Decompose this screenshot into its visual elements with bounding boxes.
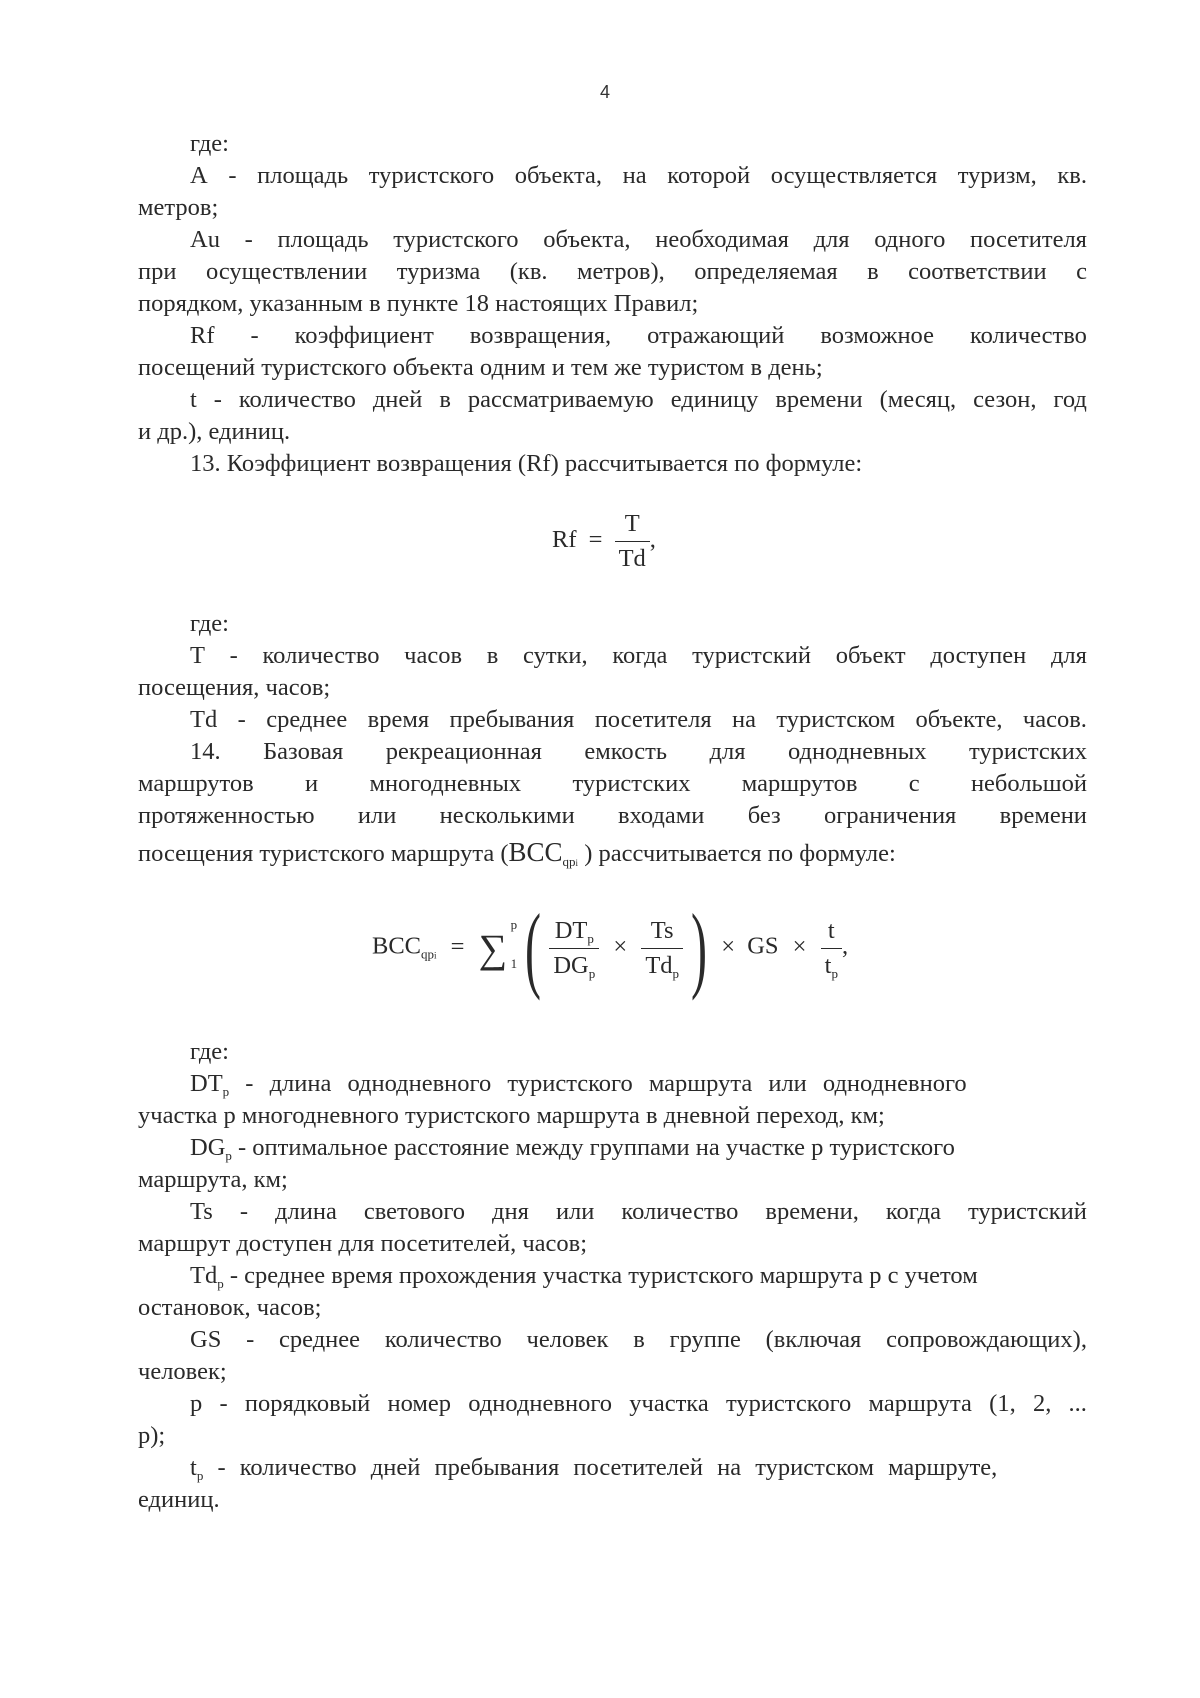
formula-bcc: $BCC_{qpi}$ = ∑ p 1 ( $\frac{DT_p}{DG_p}$ × $\frac{Ts}{Td_p}$ ) × GS × $\frac{t}{t_p}$ ,: [372, 894, 849, 1001]
def-T-line1: Т - количество часов в сутки, когда туристский объект доступен для: [190, 642, 1087, 669]
def-Td-line: Td - среднее время пребывания посетителя на туристском объекте, часов.: [190, 706, 1087, 733]
formula-rf-fraction: [615, 510, 650, 573]
page-number: 4: [599, 82, 610, 102]
definitions-block-1: [138, 128, 1087, 480]
def-tp-line2: единиц.: [138, 1486, 220, 1513]
paragraph-14-line4: посещения туристского маршрута ($BCC_{qpi}$ ) рассчитывается по формуле:: [138, 837, 896, 869]
right-paren: ): [691, 894, 708, 1001]
formula-rf-lhs: Rf: [552, 526, 577, 554]
sum-sign: ∑ p 1: [478, 916, 518, 971]
def-p-line1: p - порядковый номер однодневного участка туристского маршрута (1, 2, ...: [190, 1390, 1087, 1417]
def-p-line2: p);: [138, 1422, 166, 1449]
formula-rf-comma: ,: [649, 526, 656, 554]
formula-gs: GS: [747, 932, 779, 960]
definitions-block-2: [138, 608, 1087, 870]
def-au-line2: при осуществлении туризма (кв. метров), определяемая в соответствии с: [138, 258, 1087, 285]
fraction-dt-dg: $\frac{DT_p}{DG_p}$: [549, 917, 599, 980]
def-dtp-line2: участка p многодневного туристского маршрута в дневной переход, км;: [138, 1102, 885, 1129]
def-t-line2: и др.), единиц.: [138, 418, 291, 445]
fraction-t-tp: $\frac{t}{t_p}$: [821, 917, 842, 980]
formula-bcc-eq: =: [450, 932, 465, 960]
formula-rf: [552, 510, 656, 573]
times-sign-2: ×: [721, 932, 736, 960]
def-a-line2: метров;: [138, 194, 219, 221]
times-sign-1: ×: [613, 932, 628, 960]
formula-bcc-comma: ,: [841, 932, 849, 960]
where-label: где:: [190, 130, 229, 157]
def-au-line1: Au - площадь туристского объекта, необходимая для одного посетителя: [190, 226, 1087, 253]
fraction-ts-td: $\frac{Ts}{Td_p}$: [641, 917, 683, 980]
def-a-line1: А - площадь туристского объекта, на которой осуществляется туризм, кв.: [190, 162, 1087, 189]
formula-bcc-lhs: BCC: [372, 932, 422, 960]
def-gs-line2: человек;: [138, 1358, 227, 1385]
def-dgp-line2: маршрута, км;: [138, 1166, 288, 1193]
def-rf-line1: Rf - коэффициент возвращения, отражающий возможное количество: [190, 322, 1087, 349]
def-gs-line1: GS - среднее количество человек в группе (включая сопровождающих),: [190, 1326, 1087, 1353]
def-tdp-line2: остановок, часов;: [138, 1294, 322, 1321]
left-paren: (: [525, 894, 542, 1001]
formula-rf-numerator: T: [624, 510, 640, 537]
def-tp-line1: $t_p$ - количество дней пребывания посетителей на туристском маршруте,: [190, 1454, 998, 1483]
formula-rf-eq: =: [588, 526, 603, 554]
def-ts-line2: маршрут доступен для посетителей, часов;: [138, 1230, 588, 1257]
paragraph-14-line3: протяженностью или несколькими входами без ограничения времени: [138, 802, 1087, 829]
def-au-line3: порядком, указанным в пункте 18 настоящих Правил;: [138, 290, 699, 317]
definitions-block-3: [138, 1036, 1087, 1516]
where-label-3: где:: [190, 1038, 229, 1065]
def-T-line2: посещения, часов;: [138, 674, 331, 701]
paragraph-14-line1: 14. Базовая рекреационная емкость для однодневных туристских: [190, 738, 1087, 765]
def-t-line1: t - количество дней в рассматриваемую единицу времени (месяц, сезон, год: [190, 386, 1087, 413]
formula-rf-denominator: Td: [615, 541, 650, 573]
def-dtp-line1: $DT_p$ - длина однодневного туристского маршрута или однодневного: [190, 1070, 967, 1099]
where-label-2: где:: [190, 610, 229, 637]
def-rf-line2: посещений туристского объекта одним и тем же туристом в день;: [138, 354, 823, 381]
def-ts-line1: Ts - длина светового дня или количество времени, когда туристский: [190, 1198, 1087, 1225]
times-sign-3: ×: [792, 932, 807, 960]
inline-bcc: BCC: [508, 837, 563, 867]
def-dgp-line1: $DG_p$ - оптимальное расстояние между группами на участке p туристского: [190, 1134, 955, 1163]
def-tdp-line1: $Td_p$ - среднее время прохождения участка туристского маршрута p с учетом: [190, 1262, 978, 1291]
paragraph-14-line2: маршрутов и многодневных туристских маршрутов с небольшой: [138, 770, 1087, 797]
paragraph-13: 13. Коэффициент возвращения (Rf) рассчитывается по формуле:: [190, 450, 863, 477]
